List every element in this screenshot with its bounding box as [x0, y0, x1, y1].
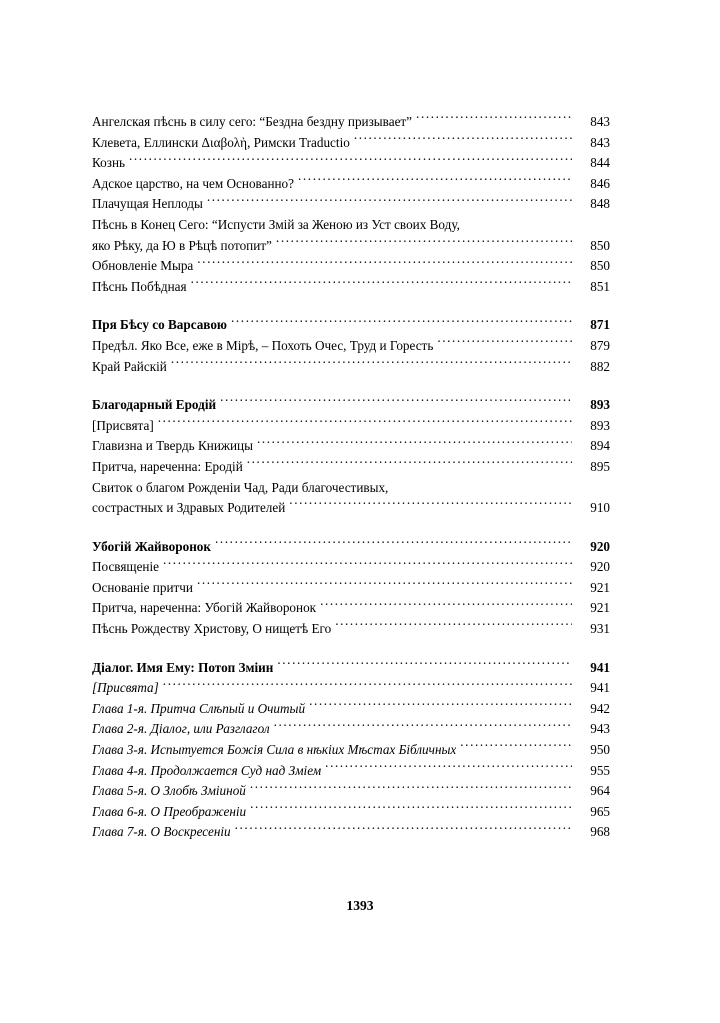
toc-section-entry[interactable]: [92, 395, 610, 416]
leader-dots: [289, 499, 572, 512]
toc-entry-page: 893: [590, 417, 610, 433]
leader-dots: [235, 823, 572, 836]
toc-entry[interactable]: [92, 619, 610, 640]
leader-dots: [207, 195, 572, 208]
toc-group: [92, 315, 610, 377]
toc-entry[interactable]: [92, 699, 610, 720]
leader-dots: [320, 599, 572, 612]
leader-dots: [247, 458, 572, 471]
toc-entry-label: Предѣл. Яко Все, еже в Мірѣ, – Похоть Очес, Труд и Горесть: [92, 337, 434, 353]
toc-entry-page: 846: [590, 175, 610, 191]
toc-entry-label: Глава 2-я. Діалог, или Разглагол: [92, 721, 270, 737]
toc-entry[interactable]: [92, 153, 610, 174]
leader-dots: [298, 175, 572, 188]
leader-dots: [250, 803, 572, 816]
toc-entry-page: 931: [590, 621, 610, 637]
toc-entry-page: 851: [590, 278, 610, 294]
toc-entry-label: Ангелская пѣснь в силу сего: “Бездна бездну призывает”: [92, 114, 413, 129]
toc-group: [92, 395, 610, 519]
toc-entry[interactable]: [92, 802, 610, 823]
toc-entry-label: Притча, нареченна: Убогій Жайворонок: [92, 600, 317, 616]
toc-entry-label: Благодарный Еродій: [92, 397, 217, 413]
toc-entry-page: 942: [590, 700, 610, 716]
toc-entry-label: сострастных и Здравых Родителей: [92, 500, 286, 516]
toc-entry[interactable]: [92, 457, 610, 478]
leader-dots: [460, 741, 572, 754]
toc-entry-page: 894: [590, 438, 610, 454]
leader-dots: [277, 658, 572, 671]
toc-entry[interactable]: [92, 133, 610, 154]
toc-entry-continuation[interactable]: [92, 498, 610, 519]
toc-entry-label: Глава 5-я. О Злобѣ Зміиной: [92, 783, 246, 799]
leader-dots: [354, 133, 572, 146]
toc-entry[interactable]: [92, 761, 610, 782]
toc-section-entry[interactable]: [92, 315, 610, 336]
toc-entry-page: 921: [590, 579, 610, 595]
toc-entry-label: яко Рѣку, да Ю в Рѣцѣ потопит”: [92, 237, 272, 253]
toc-entry-label: Пря Бѣсу со Варсавою: [92, 317, 228, 333]
toc-entry-page: 921: [590, 600, 610, 616]
leader-dots: [437, 337, 572, 350]
toc-entry-label: Глава 7-я. О Воскресеніи: [92, 824, 231, 840]
leader-dots: [171, 357, 572, 370]
toc-entry-label: [Присвята]: [92, 417, 154, 433]
toc-entry-label: Пѣснь Рождеству Христову, О нищетѣ Его: [92, 621, 332, 637]
toc-entry-label: Кознь: [92, 155, 126, 171]
leader-dots: [416, 113, 572, 126]
leader-dots: [197, 257, 572, 270]
toc-entry-label: Посвященіе: [92, 559, 160, 575]
leader-dots: [325, 761, 572, 774]
leader-dots: [257, 437, 572, 450]
leader-dots: [158, 417, 572, 430]
toc-entry[interactable]: [92, 781, 610, 802]
leader-dots: [163, 558, 572, 571]
toc-entry[interactable]: [92, 740, 610, 761]
page-number: 1393: [346, 898, 374, 913]
toc-section-entry[interactable]: [92, 537, 610, 558]
leader-dots: [215, 538, 572, 551]
toc-entry[interactable]: [92, 194, 610, 215]
toc-entry-page: 882: [590, 358, 610, 374]
leader-dots: [129, 154, 572, 167]
toc-entry-label: Край Райскій: [92, 358, 167, 374]
toc-entry-label: Свиток о благом Рожденіи Чад, Ради благочестивых,: [92, 479, 389, 495]
toc-entry-label: Клевета, Еллински Διαβoλὴ, Римски Traductio: [92, 134, 350, 150]
toc-entry-page: 850: [590, 237, 610, 253]
leader-dots: [276, 236, 572, 249]
toc-entry-label: Глава 3-я. Испытуется Божія Сила в нѣкіих Мѣстах Бібличных: [92, 742, 457, 758]
toc-entry[interactable]: [92, 416, 610, 437]
toc-group: [92, 537, 610, 640]
toc-entry-page: 895: [590, 458, 610, 474]
toc-entry[interactable]: [92, 598, 610, 619]
toc-entry-label: Обновленіе Мыра: [92, 258, 194, 274]
toc-entry[interactable]: [92, 578, 610, 599]
leader-dots: [274, 720, 572, 733]
toc-entry-label: Главизна и Твердь Книжицы: [92, 438, 253, 454]
toc-entry-page: 920: [590, 559, 610, 575]
toc-entry[interactable]: [92, 557, 610, 578]
toc-entry-page: 955: [590, 762, 610, 778]
toc-entry-page: 871: [590, 317, 610, 333]
toc-entry-page: 848: [590, 196, 610, 212]
toc-entry[interactable]: [92, 678, 610, 699]
toc-group: [92, 112, 610, 297]
toc-entry-label: [Присвята]: [92, 680, 159, 696]
toc-entry-page: 910: [590, 500, 610, 516]
toc-entry-label: Пѣснь в Конец Сего: “Испусти Змій за Женою из Уст своих Воду,: [92, 216, 460, 232]
toc-entry-label: Плачущая Неплоды: [92, 196, 203, 212]
toc-entry-continuation[interactable]: [92, 236, 610, 257]
leader-dots: [220, 396, 572, 409]
toc-entry-page: 850: [590, 258, 610, 274]
toc-entry-page: 844: [590, 155, 610, 171]
toc-entry[interactable]: [92, 719, 610, 740]
toc-entry[interactable]: [92, 215, 610, 236]
leader-dots: [309, 700, 572, 713]
toc-entry-page: 950: [590, 742, 610, 758]
toc-entry-label: Адское царство, на чем Основанно?: [92, 175, 295, 191]
leader-dots: [163, 679, 572, 692]
toc-entry-label: Притча, нареченна: Еродій: [92, 458, 243, 474]
leader-dots: [191, 278, 572, 291]
leader-dots: [250, 782, 572, 795]
toc-entry-label: Діалог. Имя Ему: Потоп Зміин: [92, 659, 274, 675]
toc-entry[interactable]: [92, 174, 610, 195]
toc-entry[interactable]: [92, 112, 610, 133]
toc-entry[interactable]: [92, 256, 610, 277]
toc-entry-page: 943: [590, 721, 610, 737]
toc-entry-page: 964: [590, 783, 610, 799]
toc-entry[interactable]: [92, 277, 610, 298]
toc-entry-page: 968: [590, 824, 610, 840]
table-of-contents: [92, 112, 610, 843]
toc-entry-label: Глава 6-я. О Преображеніи: [92, 803, 247, 819]
toc-entry-label: Убогій Жайворонок: [92, 538, 211, 554]
toc-entry[interactable]: [92, 336, 610, 357]
toc-entry-page: 941: [590, 659, 610, 675]
toc-entry[interactable]: [92, 478, 610, 499]
toc-entry-page: 965: [590, 803, 610, 819]
toc-entry-label: Глава 1-я. Притча Слѣпый и Очитый: [92, 700, 306, 716]
toc-group: [92, 658, 610, 843]
toc-entry-page: 893: [590, 397, 610, 413]
toc-entry-page: 941: [590, 680, 610, 696]
toc-entry-label: Глава 4-я. Продолжается Суд над Зміем: [92, 762, 322, 778]
toc-entry-page: 843: [590, 134, 610, 150]
toc-entry-page: 920: [590, 538, 610, 554]
toc-entry[interactable]: [92, 357, 610, 378]
toc-entry-label: Пѣснь Побѣдная: [92, 278, 187, 294]
leader-dots: [231, 316, 572, 329]
leader-dots: [197, 579, 572, 592]
toc-entry[interactable]: [92, 436, 610, 457]
toc-entry-label: Основаніе притчи: [92, 579, 193, 595]
leader-dots: [335, 620, 572, 633]
toc-entry[interactable]: [92, 822, 610, 843]
toc-section-entry[interactable]: [92, 658, 610, 679]
toc-entry-page: 879: [590, 337, 610, 353]
toc-entry-page: 843: [590, 114, 610, 129]
